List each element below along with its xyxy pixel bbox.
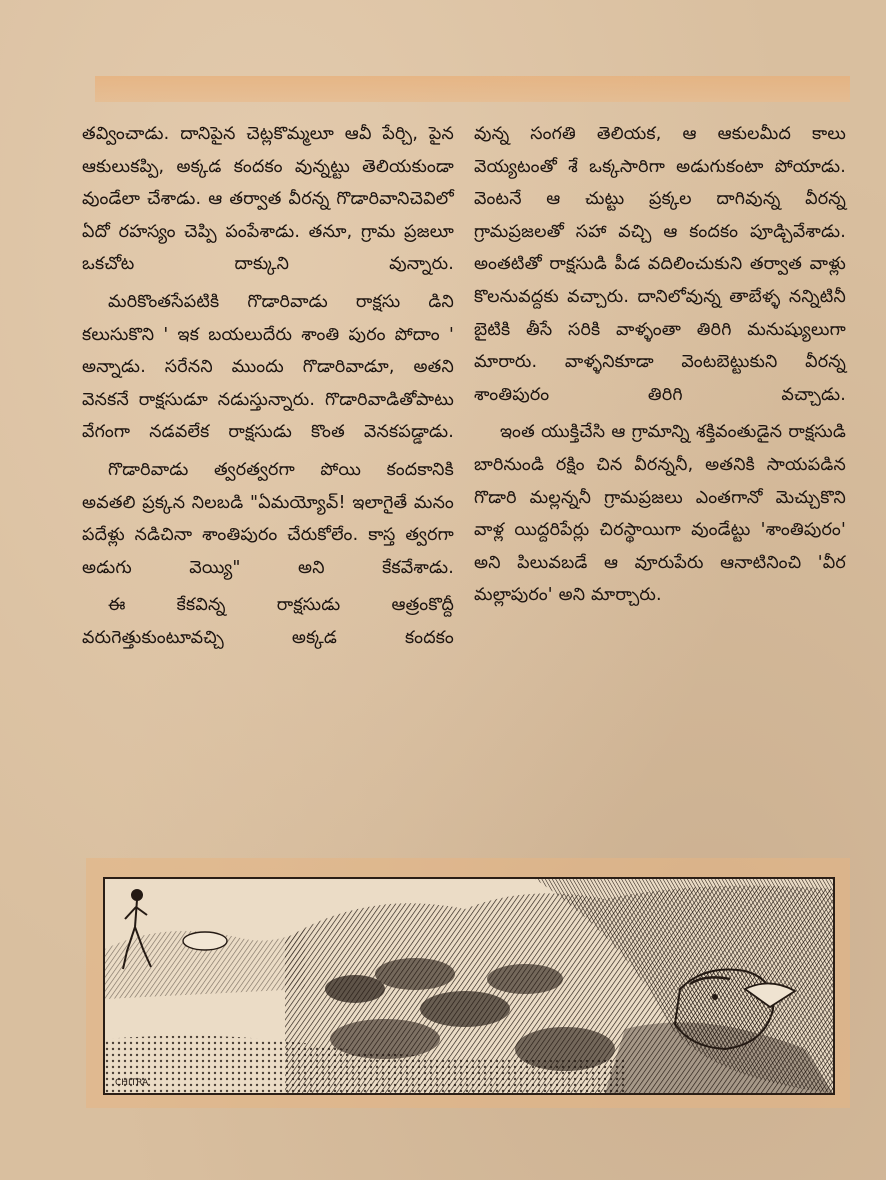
left-text-column	[82, 118, 454, 660]
right-paragraph-2: ఇంత యుక్తిచేసి ఆ గ్రామాన్ని శక్తివంతుడైన రాక్షసుడి బారినుండి రక్షిం చిన వీరన్ననీ, అతనికి సాయపడిన గొడారి మల్లన్ననీ గ్రామప్రజలు ఎంతగానో మెచ్చుకొని వాళ్ల యిద్దరిపేర్లు చిరస్థాయిగా వుండేట్టు 'శాంతిపురం' అని పిలువబడే ఆ వూరుపేరు ఆనాటినించి 'వీర మల్లాపురం' అని మార్చారు.	[474, 422, 846, 606]
right-paragraph-1: వున్న సంగతి తెలియక, ఆ ఆకులమీద కాలు వెయ్యటంతో శే ఒక్కసారిగా అడుగుకంటా పోయాడు. వెంటనే ఆ చుట్టు ప్రక్కల దాగివున్న వీరన్న గ్రామప్రజలతో సహా వచ్చి ఆ కందకం పూడ్చివేశాడు. అంతటితో రాక్షసుడి పీడ వదిలించుకుని తర్వాత వాళ్లు కొలనువద్దకు వచ్చారు. దానిలోవున్న తాబేళ్ళ నన్నిటినీ బైటికి తీసే సరికి వాళ్ళంతా తిరిగి మనుష్యులుగా మారారు. వాళ్ళనికూడా వెంటబెట్టుకుని వీరన్న శాంతిపురం తిరిగి వచ్చాడు.	[474, 124, 846, 405]
left-paragraph-2: మరికొంతసేపటికి గొడారివాడు రాక్షసు డిని కలుసుకొని ' ఇక బయలుదేరు శాంతి పురం పోదాం ' అన్నాడు. సరేనని ముందు గొడారివాడూ, అతని వెనకనే రాక్షసుడూ నడుస్తున్నారు. గొడారివాడితోపాటు వేగంగా నడవలేక రాక్షసుడు కొంత వెనకపడ్డాడు.	[82, 291, 454, 443]
header-color-band	[95, 76, 850, 102]
story-illustration	[103, 877, 835, 1095]
left-paragraph-1: తవ్వించాడు. దానిపైన చెట్లకొమ్మలూ ఆవీ పేర్చి, పైన ఆకులుకప్పి, అక్కడ కందకం వున్నట్టు తెలియకుండా వుండేలా చేశాడు. ఆ తర్వాత వీరన్న గొడారివానిచెవిలో ఏదో రహస్యం చెప్పి పంపేశాడు. తనూ, గ్రామ ప్రజలూ ఒకచోట దాక్కుని వున్నారు.	[82, 124, 454, 275]
left-paragraph-4: ఈ కేకవిన్న రాక్షసుడు ఆత్రంకొద్దీ వరుగెత్తుకుంటూవచ్చి అక్కడ కందకం	[82, 595, 454, 648]
right-text-column	[474, 118, 846, 617]
artist-signature: CHITRA	[115, 1078, 149, 1088]
left-paragraph-3: గొడారివాడు త్వరత్వరగా పోయి కందకానికి అవతలి ప్రక్కన నిలబడి "ఏమయ్యోవ్! ఇలాగైతే మనం పదేళ్లు నడిచినా శాంతిపురం చేరుకోలేం. కాస్త త్వరగా అడుగు వెయ్యి" అని కేకవేశాడు.	[82, 459, 454, 578]
rock	[183, 932, 227, 950]
illustration-drawing	[105, 879, 833, 1093]
